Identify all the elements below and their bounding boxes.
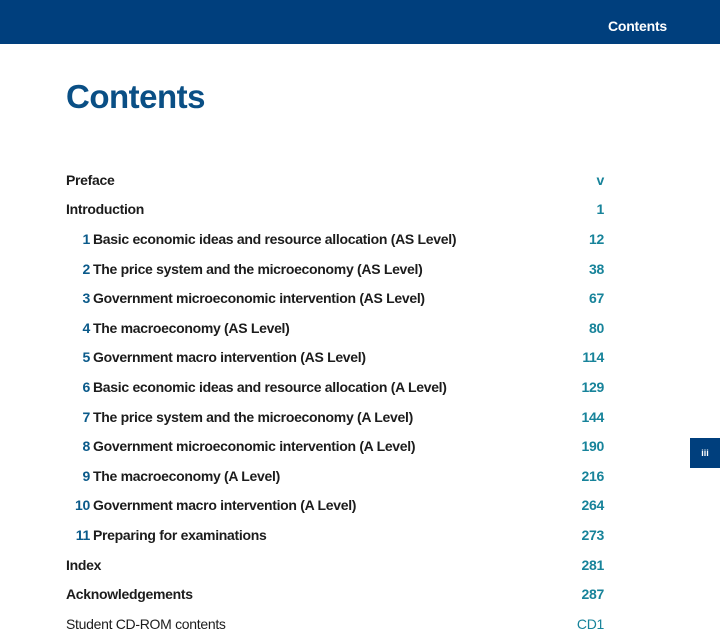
toc-entry-page: 114: [582, 349, 604, 366]
toc-entry-title: Government microeconomic intervention (AS Level): [93, 290, 425, 307]
toc-entry-page: 1: [596, 201, 604, 218]
chapter-number: 11: [75, 526, 90, 543]
toc-entry-page: 264: [581, 497, 604, 514]
toc-entry-chapter-1[interactable]: [66, 224, 604, 254]
chapter-number: 3: [82, 290, 90, 307]
toc-entry-title: Government microeconomic intervention (A Level): [93, 438, 416, 455]
header-bar: [0, 0, 720, 44]
toc-entry-page: 67: [589, 290, 604, 307]
toc-entry-page: 38: [589, 260, 604, 277]
toc-entry-chapter-3[interactable]: [66, 283, 604, 313]
chapter-number: 6: [82, 378, 90, 395]
chapter-number: 4: [82, 319, 90, 336]
table-of-contents: [66, 165, 604, 634]
toc-entry-acknowledgements[interactable]: [66, 579, 604, 609]
toc-entry-chapter-2[interactable]: [66, 254, 604, 284]
toc-entry-title: Government macro intervention (A Level): [93, 497, 357, 514]
toc-entry-title: The macroeconomy (AS Level): [93, 319, 290, 336]
toc-entry-title: Basic economic ideas and resource allocation (A Level): [93, 378, 447, 395]
toc-entry-title: Preface: [66, 171, 115, 188]
toc-entry-chapter-8[interactable]: [66, 431, 604, 461]
toc-entry-page: 190: [581, 438, 604, 455]
toc-entry-chapter-7[interactable]: [66, 402, 604, 432]
toc-entry-page: 12: [589, 230, 604, 247]
toc-entry-page: 281: [581, 556, 604, 573]
chapter-number: 5: [82, 349, 90, 366]
toc-entry-title: The macroeconomy (A Level): [93, 467, 280, 484]
toc-entry-title: Basic economic ideas and resource allocation (AS Level): [93, 230, 457, 247]
toc-entry-chapter-4[interactable]: [66, 313, 604, 343]
toc-entry-chapter-6[interactable]: [66, 372, 604, 402]
toc-entry-title: Index: [66, 556, 102, 573]
toc-entry-page: 273: [581, 526, 604, 543]
toc-entry-index[interactable]: [66, 550, 604, 580]
page-title: Contents: [66, 78, 205, 115]
toc-entry-page: CD1: [576, 615, 604, 632]
page-number-tab: [690, 438, 720, 468]
toc-entry-page: v: [596, 171, 604, 188]
toc-entry-title: The price system and the microeconomy (A Level): [93, 408, 413, 425]
toc-entry-title: Preparing for examinations: [93, 526, 267, 543]
chapter-number: 2: [82, 260, 90, 277]
chapter-number: 8: [82, 438, 90, 455]
toc-entry-cd-rom-contents[interactable]: [66, 609, 604, 634]
toc-entry-page: 144: [581, 408, 604, 425]
chapter-number: 10: [75, 497, 90, 514]
toc-entry-preface[interactable]: [66, 165, 604, 195]
running-head: Contents: [607, 18, 667, 34]
toc-entry-title: Student CD-ROM contents: [66, 615, 226, 632]
chapter-number: 9: [82, 467, 90, 484]
toc-entry-chapter-9[interactable]: [66, 461, 604, 491]
toc-entry-page: 129: [581, 378, 604, 395]
toc-entry-title: The price system and the microeconomy (AS Level): [93, 260, 423, 277]
toc-entry-page: 287: [581, 586, 604, 603]
page-number-label: iii: [701, 448, 709, 458]
toc-entry-page: 80: [589, 319, 604, 336]
toc-entry-title: Government macro intervention (AS Level): [93, 349, 366, 366]
chapter-number: 1: [82, 230, 90, 247]
toc-entry-chapter-10[interactable]: [66, 491, 604, 521]
toc-entry-title: Acknowledgements: [66, 586, 193, 603]
toc-entry-introduction[interactable]: [66, 195, 604, 225]
toc-entry-chapter-11[interactable]: [66, 520, 604, 550]
toc-entry-title: Introduction: [66, 201, 145, 218]
toc-entry-page: 216: [581, 467, 604, 484]
toc-entry-chapter-5[interactable]: [66, 343, 604, 373]
chapter-number: 7: [82, 408, 90, 425]
